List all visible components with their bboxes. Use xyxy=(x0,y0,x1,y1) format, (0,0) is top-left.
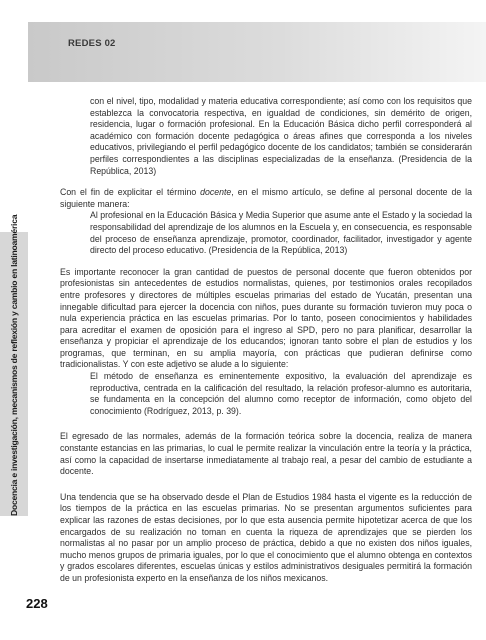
paragraph-1 xyxy=(60,187,472,210)
body-text xyxy=(60,96,472,585)
block-quote-1: con el nivel, tipo, modalidad y materia educativa correspondiente; así como con los requisitos que establezca la convocatoria respectiva, en igualdad de condiciones, sin demérito de origen, residencia, lugar o formación profesional. En la Educación Básica dicho perfil corresponderá al académico con formación docente pedagógica o áreas afines que corresponda a los niveles educativos, privilegiando el perfil pedagógico docente de los candidatos; también se considerarán perfiles correspondientes a las disciplinas especializadas de la enseñanza. (Presidencia de la República, 2013) xyxy=(90,96,472,176)
paragraph-4: Una tendencia que se ha observado desde el Plan de Estudios 1984 hasta el vigente es la reducción de los tiempos de la práctica en las escuelas primarias. No se presentan argumentos suficientes para explicar las razones de estas decisiones, por lo que esta ausencia permite hipotetizar acerca de que los encargados de su realización no toman en cuenta la riqueza de aprendizajes que se pierden los normalistas al no pasar por un amplio proceso de práctica, debido a que no existen dos niños iguales, mucho menos grupos de primaria iguales, por lo que el conocimiento que el alumno obtenga en contextos y grados escolares diferentes, escuelas únicas y estilos administrativos desiguales permitirá la formación de un profesionista experto en la enseñanza de los niños mexicanos. xyxy=(60,491,472,583)
page-number: 228 xyxy=(26,596,48,611)
header-band xyxy=(28,22,486,82)
running-header: REDES 02 xyxy=(68,38,116,49)
paragraph-3: El egresado de las normales, además de la formación teórica sobre la docencia, realiza de manera constante estancias en las primarias, lo cual le permite realizar la vinculación entre la teoría y la práctica, así como la capacidad de insertarse inmediatamente al trabajo real, a pesar del cambio de estudiante a docente. xyxy=(60,431,472,477)
paragraph-1-text-b: , en el mismo artículo, se define al personal docente de la siguiente manera: xyxy=(60,187,472,209)
block-quote-3: El método de enseñanza es eminentemente expositivo, la evaluación del aprendizaje es reproductiva, centrada en la calificación del resultado, la relación profesor-alumno es autoritaria, se fundamenta en la concepción del alumno como receptor de información, como objeto del conocimiento (Rodríguez, 2013, p. 39). xyxy=(90,371,472,416)
block-quote-2: Al profesional en la Educación Básica y Media Superior que asume ante el Estado y la sociedad la responsabilidad del aprendizaje de los alumnos en la Escuela y, en consecuencia, es responsable del proceso de enseñanza aprendizaje, promotor, coordinador, facilitador, investigador y agente directo del proceso educativo. (Presidencia de la República, 2013) xyxy=(90,210,472,256)
vertical-book-title: Docencia e investigación, mecanismos de reflexión y cambio en latinoamérica xyxy=(9,214,19,516)
paragraph-2: Es importante reconocer la gran cantidad de puestos de personal docente que fueron obtenidos por profesionistas sin antecedentes de estudios normalistas, quienes, por testimonios orales recopilados entre profesores y directores de múltiples escuelas primarias del estado de Yucatán, presentan una innegable dificultad para ejercer la docencia con niños, pues durante su formación tuvieron muy poca o nula experiencia práctica en las escuelas primarias. Por lo tanto, poseen conocimientos y habilidades para acreditar el examen de oposición para el ingreso al SPD, pero no para planificar, desarrollar la enseñanza y propiciar el aprendizaje de los educandos; ignoran tanto sobre el plan de estudios y los programas, que terminan, en su amplia mayoría, con prácticas que pudieran definirse como tradicionalistas. Y con este adjetivo se alude a lo siguiente: xyxy=(60,266,472,370)
paragraph-1-text-a: Con el fin de explicitar el término xyxy=(60,187,201,198)
paragraph-1-emphasis: docente xyxy=(200,187,232,198)
